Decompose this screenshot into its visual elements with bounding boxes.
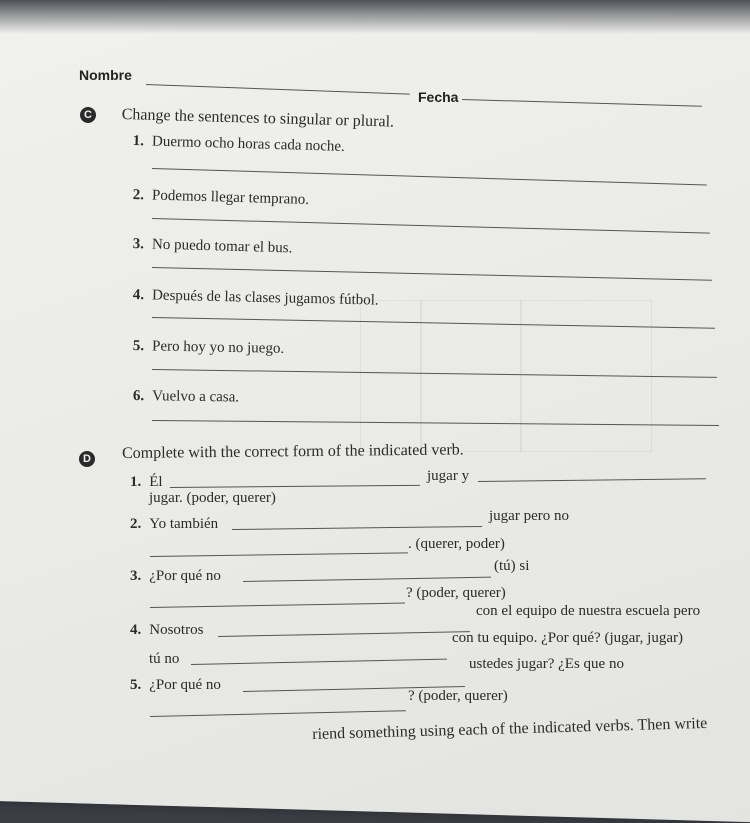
d3-blank-1[interactable] [243, 577, 491, 582]
nombre-label: Nombre [79, 67, 132, 83]
d2-middle: jugar pero no [489, 508, 569, 524]
list-item: 2. Podemos llegar temprano. [132, 187, 310, 208]
d3-middle: (tú) si [494, 558, 530, 574]
d3-blank-2[interactable] [150, 603, 405, 608]
d4-end: con tu equipo. ¿Por qué? (jugar, jugar) [452, 630, 683, 646]
d1-middle: jugar y [427, 468, 470, 484]
d5-start: 5. ¿Por qué no [130, 677, 221, 693]
list-item: 1. Duermo ocho horas cada noche. [132, 133, 346, 155]
d5-blank-2[interactable] [150, 710, 406, 717]
section-c-instruction: Change the sentences to singular or plural. [121, 106, 395, 131]
d5-end: ? (poder, querer) [408, 688, 508, 704]
section-d-badge: D [79, 451, 95, 467]
bleed-through-grid-col2 [520, 300, 522, 452]
d4-blank-2[interactable] [191, 659, 447, 665]
d4-blank-1[interactable] [218, 631, 470, 637]
d1-blank-2[interactable] [478, 478, 706, 482]
fecha-label: Fecha [418, 89, 459, 105]
answer-line[interactable] [152, 218, 710, 234]
nombre-field[interactable] [146, 84, 410, 95]
footer-instruction-fragment: riend something using each of the indicated verbs. Then write [312, 714, 708, 743]
d1-end: jugar. (poder, querer) [149, 490, 276, 506]
d4-start: 4. Nosotros [130, 622, 204, 638]
section-c-badge: C [80, 107, 96, 123]
answer-line[interactable] [152, 168, 707, 185]
list-item: 6. Vuelvo a casa. [132, 388, 240, 406]
section-d-instruction: Complete with the correct form of the indicated verb. [122, 441, 464, 462]
d5-middle: ustedes jugar? ¿Es que no [469, 656, 624, 672]
d3-start: 3. ¿Por qué no [130, 568, 221, 584]
d2-end: . (querer, poder) [408, 536, 505, 552]
d2-blank-2[interactable] [150, 552, 408, 557]
list-item: 5. Pero hoy yo no juego. [132, 338, 285, 357]
d2-start: 2. Yo también [130, 516, 219, 532]
d3-end: ? (poder, querer) [406, 585, 506, 601]
d4-middle: con el equipo de nuestra escuela pero [476, 603, 701, 619]
d4-second-start: tú no [149, 651, 180, 667]
d1-blank-1[interactable] [170, 485, 420, 488]
d2-blank-1[interactable] [232, 526, 482, 530]
d1-start: 1. Él [130, 474, 163, 490]
fecha-field[interactable] [462, 99, 702, 107]
list-item: 3. No puedo tomar el bus. [132, 236, 293, 257]
list-item: 4. Después de las clases jugamos fútbol. [132, 287, 379, 309]
answer-line[interactable] [152, 267, 712, 281]
